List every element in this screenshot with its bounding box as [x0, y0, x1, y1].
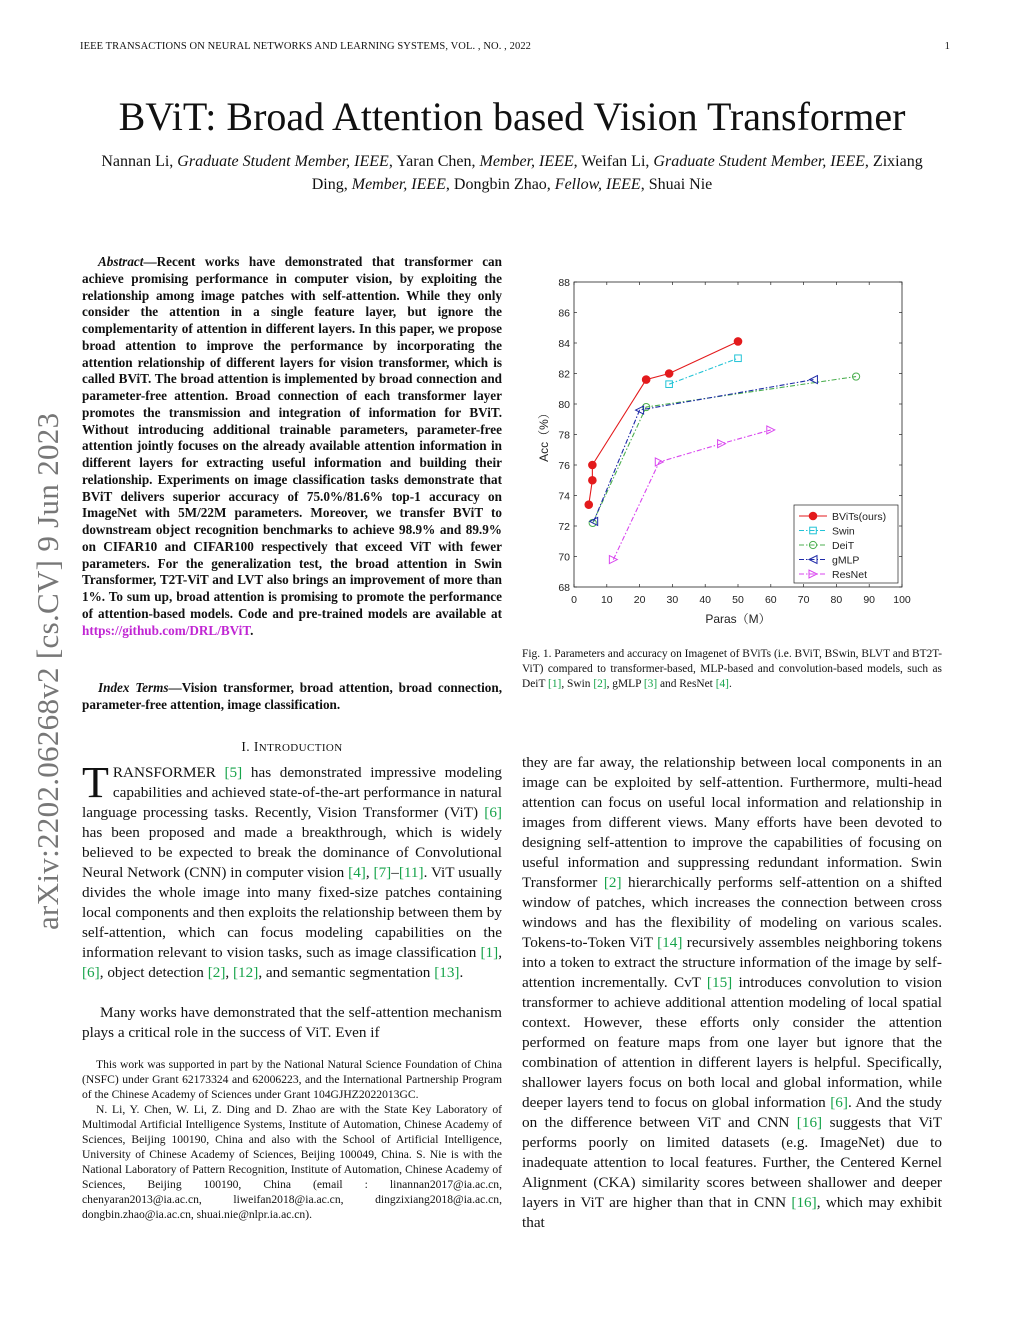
- citation[interactable]: [6]: [82, 964, 100, 981]
- legend-label-deit: DeiT: [832, 540, 855, 552]
- series-bvits-ours: [585, 338, 742, 509]
- x-tick-label: 80: [830, 594, 843, 606]
- y-tick-label: 80: [558, 399, 570, 411]
- y-tick-label: 74: [558, 490, 570, 503]
- x-tick-label: 100: [893, 594, 911, 606]
- x-tick-label: 90: [863, 594, 876, 606]
- x-tick-label: 20: [633, 594, 646, 606]
- legend-marker-bvits-ours: [809, 512, 817, 520]
- y-tick-label: 86: [558, 307, 570, 320]
- citation[interactable]: [15]: [706, 974, 733, 991]
- x-tick-label: 60: [764, 594, 777, 606]
- series-line-deit: [593, 377, 856, 523]
- y-tick-label: 78: [558, 429, 570, 442]
- abstract-label: Abstract: [98, 254, 144, 269]
- citation[interactable]: [12]: [233, 964, 259, 981]
- citation[interactable]: [2]: [207, 964, 226, 981]
- citation[interactable]: [3]: [643, 678, 658, 690]
- series-resnet: [609, 426, 774, 564]
- y-axis-label: Acc（%）: [537, 407, 551, 462]
- legend-label-bvits-ours: BViTs(ours): [832, 511, 887, 523]
- citation[interactable]: [4]: [715, 678, 729, 690]
- data-point-bvits-ours: [589, 476, 597, 484]
- series-line-swin: [669, 358, 738, 384]
- citation[interactable]: [6]: [830, 1094, 848, 1111]
- x-tick-label: 50: [732, 594, 744, 606]
- legend-label-swin: Swin: [832, 525, 855, 538]
- y-tick-label: 68: [558, 582, 570, 594]
- data-point-bvits-ours: [665, 370, 673, 378]
- y-tick-label: 88: [558, 277, 570, 289]
- citation[interactable]: [13]: [434, 964, 460, 981]
- dropcap: T: [82, 758, 109, 807]
- data-point-bvits-ours: [642, 376, 650, 384]
- code-link[interactable]: https://github.com/DRL/BViT: [82, 622, 251, 638]
- abstract-text: —Recent works have demonstrated that transformer can achieve promising performance in computer vision, by exploiting the relationship among image patches with self-attention. While they only consider the attention in a single feature layer, but ignore the complementarity of attention in different layers. In this paper, we propose broad attention to improve the performance by incorporating the attention relationship of different layers for vision transformer, which is called BViT. The broad attention is implemented by broad connection and parameter-free attention. Broad connection of each transformer layer promotes the transmission and integration of information for BViT. Without introducing additional trainable parameters, parameter-free attention jointly focuses on the already available attention information in different layers for extracting useful information and building their relationship. Experiments on image classification tasks demonstrate that BViT delivers superior accuracy of 75.0%/81.6% top-1 accuracy on ImageNet with 5M/22M parameters. Moreover, we transfer BViT to downstream object recognition benchmarks to achieve 98.9% and 89.9% on CIFAR10 and CIFAR100 respectively that exceed ViT with fewer parameters. For the generalization test, the broad attention in Swin Transformer, T2T-ViT and LVT also brings an improvement of more than 1%. To sum up, broad attention is promising to promote the performance of attention-based models. Code and pre-trained models are available at: [82, 254, 502, 621]
- x-tick-label: 70: [797, 594, 810, 606]
- data-point-bvits-ours: [585, 501, 593, 509]
- series-line-gmlp: [594, 380, 814, 522]
- arxiv-identifier: arXiv:2202.06268v2 [cs.CV] 9 Jun 2023: [30, 412, 65, 930]
- series-gmlp: [590, 376, 818, 526]
- x-tick-label: 10: [600, 594, 613, 606]
- citation[interactable]: [7]: [373, 864, 392, 881]
- legend-label-resnet: ResNet: [832, 569, 868, 581]
- y-tick-label: 84: [558, 338, 570, 350]
- y-tick-label: 82: [558, 368, 570, 381]
- citation[interactable]: [1]: [548, 678, 562, 690]
- citation[interactable]: [2]: [603, 874, 622, 891]
- index-terms: [82, 680, 502, 714]
- intro-paragraph-2: Many works have demonstrated that the self-attention mechanism plays a critical role in the success of ViT. Even if: [82, 1004, 502, 1041]
- y-tick-label: 76: [558, 460, 570, 472]
- citation[interactable]: [5]: [224, 764, 243, 781]
- citation[interactable]: [16]: [791, 1194, 817, 1211]
- right-column-text: they are far away, the relationship between local components in an image can be exploited by self-attention. Furthermore, multi-head attention can focus on useful local information and relationship in images from different views. Many efforts have been devoted to designing self-attention to improve the capabilities of focusing on useful information and suppressing redundant information. Swin Transformer [2] hierarchically performs self-attention on a shifted window of patches, which increases the connection between cross windows and has the flexibility of modeling on various scales. Tokens-to-Token ViT [14] recursively assembles neighboring tokens into a token to extract the structure information of the image by self-attention incrementally. CvT [15] introduces convolution to vision transformer to achieve additional attention modeling of local spatial context. However, these efforts only consider the attention performed on feature maps from one layer but ignore that the combination of attention in different layers is helpful. Specifically, shallower layers focus on both local and global information, while deeper layers tend to focus on global information [6]. And the study on the difference between ViT and CNN [16] suggests that ViT performs poorly on limited datasets (e.g. ImageNet) due to inadequate attention to local features. Further, the Centered Kernel Alignment (CKA) similarity scores between shallower and deeper layers in ViT are higher than that in CNN [16], which may exhibit that: [522, 754, 942, 1231]
- x-tick-label: 40: [699, 594, 712, 606]
- citation[interactable]: [2]: [593, 678, 607, 690]
- affiliation-note: N. Li, Y. Chen, W. Li, Z. Ding and D. Zhao are with the State Key Laboratory of Multimodal Artificial Intelligence Systems, Institute of Automation, Chinese Academy of Sciences, Beijing 100190, China and also with the School of Artificial Intelligence, University of Chinese Academy of Sciences, Beijing 100049, China. S. Nie is with the National Laboratory of Pattern Recognition, Institute of Automation, Chinese Academy of Sciences, Beijing 100190, China (email : linannan2017@ia.ac.cn, chenyaran2013@ia.ac.cn, liweifan2018@ia.ac.cn, dingzixiang2018@ia.ac.cn, dongbin.zhao@ia.ac.cn, shuai.nie@nlpr.ia.ac.cn).: [82, 1103, 502, 1221]
- y-tick-label: 70: [558, 551, 570, 564]
- page-number: 1: [944, 41, 950, 52]
- x-axis-label: Paras（M）: [705, 612, 771, 626]
- paper-title: BViT: Broad Attention based Vision Transformer: [118, 94, 906, 139]
- footnote: [82, 1057, 502, 1222]
- legend-label-gmlp: gMLP: [832, 554, 860, 567]
- citation[interactable]: [11]: [398, 864, 424, 881]
- section-heading-introduction: I. INTRODUCTION: [241, 739, 343, 754]
- figure-caption: Fig. 1. Parameters and accuracy on Imagenet of BViTs (i.e. BViT, BSwin, BLVT and BT2T-ViT) compared to transformer-based, MLP-based and convolution-based models, such as DeiT [1], Swin [2], gMLP [3] and ResNet [4].: [522, 648, 942, 690]
- x-tick-label: 30: [666, 594, 679, 606]
- citation[interactable]: [14]: [657, 934, 683, 951]
- abstract: Abstract—Recent works have demonstrated that transformer can achieve promising performance in computer vision, by exploiting the relationship among image patches with self-attention. While they only consider the attention in a single feature layer, but ignore the complementarity of attention in different layers. In this paper, we propose broad attention to improve the performance by incorporating the attention relationship of different layers for vision transformer, which is called BViT. The broad attention is implemented by broad connection and parameter-free attention. Broad connection of each transformer layer promotes the transmission and integration of information for BViT. Without introducing additional trainable parameters, parameter-free attention jointly focuses on the already available attention information in different layers for extracting useful information and building their relationship. Experiments on image classification tasks demonstrate that BViT delivers superior accuracy of 75.0%/81.6% top-1 accuracy on ImageNet with 5M/22M parameters. Moreover, we transfer BViT to downstream object recognition benchmarks to achieve 98.9% and 89.9% on CIFAR10 and CIFAR100 respectively that exceed ViT with fewer parameters. For the generalization test, the broad attention in Swin Transformer, T2T-ViT and LVT also brings an improvement of more than 1%. To sum up, broad attention is promising to promote the performance of attention-based models. Code and pre-trained models are available at https://github.com/DRL/BViT.: [82, 254, 502, 638]
- citation[interactable]: [1]: [480, 944, 499, 961]
- author-list: Nannan Li, Graduate Student Member, IEEE, Yaran Chen, Member, IEEE, Weifan Li, Graduate Student Member, IEEE, Zixiang Ding, Member, IEEE, Dongbin Zhao, Fellow, IEEE, Shuai Nie: [101, 153, 923, 193]
- citation[interactable]: [16]: [796, 1114, 823, 1131]
- running-head-text: IEEE TRANSACTIONS ON NEURAL NETWORKS AND LEARNING SYSTEMS, VOL. , NO. , 2022: [80, 41, 532, 52]
- index-terms-label: Index Terms: [98, 680, 169, 695]
- running-header: [80, 41, 950, 52]
- series-deit: [589, 373, 860, 527]
- funding-note: This work was supported in part by the National Natural Science Foundation of China (NSFC) under Grant 62173324 and 62006223, and the International Partnership Program of the Chinese Academy of Sciences under Grant 104GJHZ2022013GC.: [82, 1058, 502, 1101]
- legend: [794, 505, 898, 583]
- data-point-resnet: [609, 556, 617, 564]
- data-point-bvits-ours: [589, 461, 597, 469]
- x-tick-label: 0: [571, 594, 577, 606]
- citation[interactable]: [6]: [484, 804, 502, 821]
- index-terms-text: —Vision transformer, broad attention, broad connection, parameter-free attention, image classification.: [82, 680, 503, 712]
- y-tick-label: 72: [558, 521, 570, 533]
- citation[interactable]: [4]: [348, 864, 366, 881]
- figure-1-chart: [534, 270, 924, 630]
- data-point-bvits-ours: [734, 338, 742, 346]
- intro-paragraph-1: TRANSFORMER [5] has demonstrated impressive modeling capabilities and achieved state-of-the-art performance in natural language processing tasks. Recently, Vision Transformer (ViT) [6] has been proposed and made a breakthrough, which is widely believed to be expected to break the dominance of Convolutional Neural Network (CNN) in computer vision [4], [7]–[11]. ViT usually divides the whole image into many fixed-size patches containing local components and then exploits the relationship between them by self-attention, which can focus modeling capabilities on the information relevant to vision tasks, such as image classification [1], [6], object detection [2], [12], and semantic segmentation [13].: [82, 758, 503, 981]
- series-line-resnet: [613, 430, 770, 560]
- series-swin: [666, 355, 741, 388]
